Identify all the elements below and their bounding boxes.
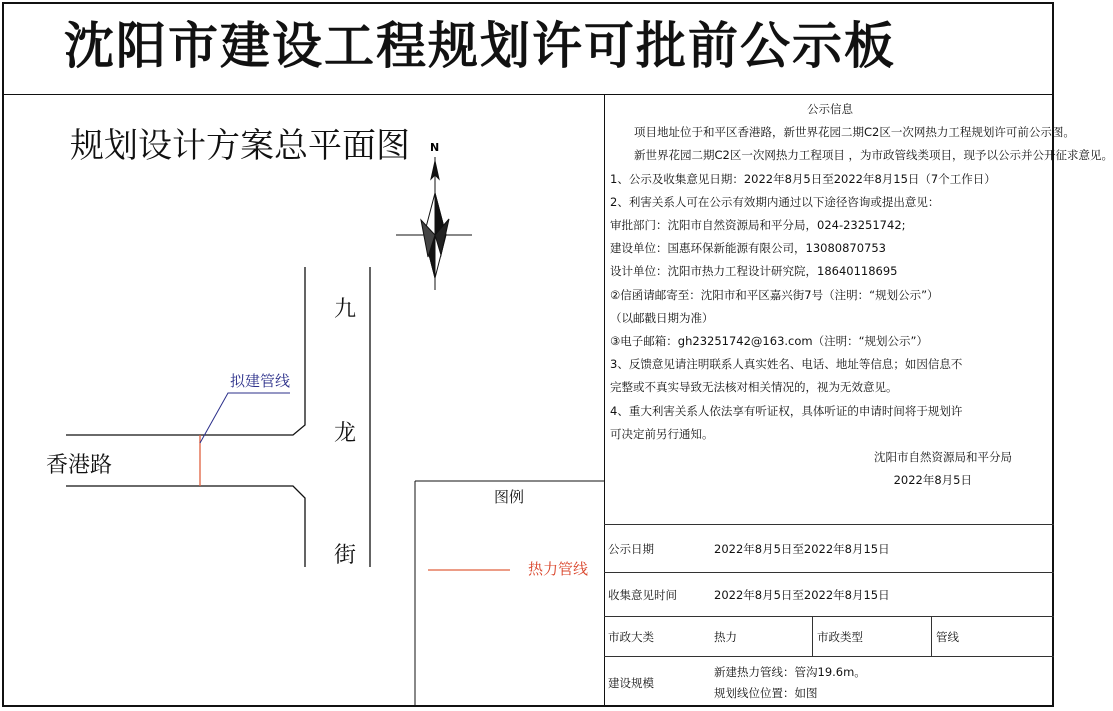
road-label-jiulong-3: 街 [334,543,357,568]
publicity-date-value: 2022年8月5日至2022年8月15日 [710,525,1054,573]
scale-label: 建设规模 [604,657,710,709]
notice-paragraph: 1、公示及收集意见日期：2022年8月5日至2022年8月15日（7个工作日） [610,171,996,186]
notice-paragraph: 项目地址位于和平区香港路，新世界花园二期C2区一次网热力工程规划许可前公示图。 [634,125,1075,140]
publicity-date-label: 公示日期 [604,525,710,573]
notice-paragraph: 2、利害关系人可在公示有效期内通过以下途径咨询或提出意见： [610,194,940,209]
project-meta-table [604,524,1054,709]
table-row [604,573,1054,617]
notice-paragraph: （以邮戳日期为准） [610,310,714,325]
category-value: 热力 [710,617,813,657]
notice-paragraph: 完整或不真实导致无法核对相关情况的，视为无效意见。 [610,380,898,395]
table-row [604,617,1054,657]
feedback-period-label: 收集意见时间 [604,573,710,617]
signature-date: 2022年8月5日 [893,473,972,488]
board-title: 沈阳市建设工程规划许可批前公示板 [64,16,896,75]
north-arrow-icon [396,157,472,290]
feedback-period-value: 2022年8月5日至2022年8月15日 [710,573,1054,617]
road-label-xianggang: 香港路 [46,453,113,478]
notice-paragraph: 审批部门：沈阳市自然资源局和平分局，024-23251742; [610,218,906,233]
scale-values [710,657,1054,709]
road-label-jiulong-1: 九 [334,297,357,322]
north-label: N [430,141,440,154]
notice-paragraph: 可决定前另行通知。 [610,426,714,441]
legend-title: 图例 [494,488,525,506]
type-value: 管线 [932,617,1055,657]
notice-paragraph: 4、重大利害关系人依法享有听证权，具体听证的申请时间将于规划许 [610,403,963,418]
pipeline-callout-label: 拟建管线 [230,372,291,390]
road-label-jiulong-2: 龙 [334,421,357,446]
notice-paragraph: 新世界花园二期C2区一次网热力工程项目 ，为市政管线类项目，现予以公示并公开征求意见。 [634,148,1113,163]
site-plan-drawing [0,95,604,707]
notice-panel [610,98,1113,492]
type-label: 市政类型 [813,617,932,657]
legend-item-label: 热力管线 [528,560,589,578]
notice-paragraph: 3、反馈意见请注明联系人真实姓名、电话、地址等信息；如因信息不 [610,357,963,372]
scale-line-1: 新建热力管线：管沟19.6m。 [714,664,866,679]
notice-heading: 公示信息 [807,102,853,116]
table-row [604,657,1054,709]
plan-subtitle: 规划设计方案总平面图 [70,126,410,166]
notice-paragraph: ②信函请邮寄至：沈阳市和平区嘉兴街7号（注明：“规划公示”） [610,287,939,302]
table-row [604,525,1054,573]
scale-line-2: 规划线位位置：如图 [714,685,818,700]
notice-paragraph: 设计单位：沈阳市热力工程设计研究院，18640118695 [610,264,898,279]
notice-paragraph: 建设单位：国惠环保新能源有限公司，13080870753 [610,241,886,256]
category-label: 市政大类 [604,617,710,657]
signature-org: 沈阳市自然资源局和平分局 [874,450,1012,465]
notice-paragraph: ③电子邮箱：gh23251742@163.com（注明：“规划公示”） [610,334,929,349]
